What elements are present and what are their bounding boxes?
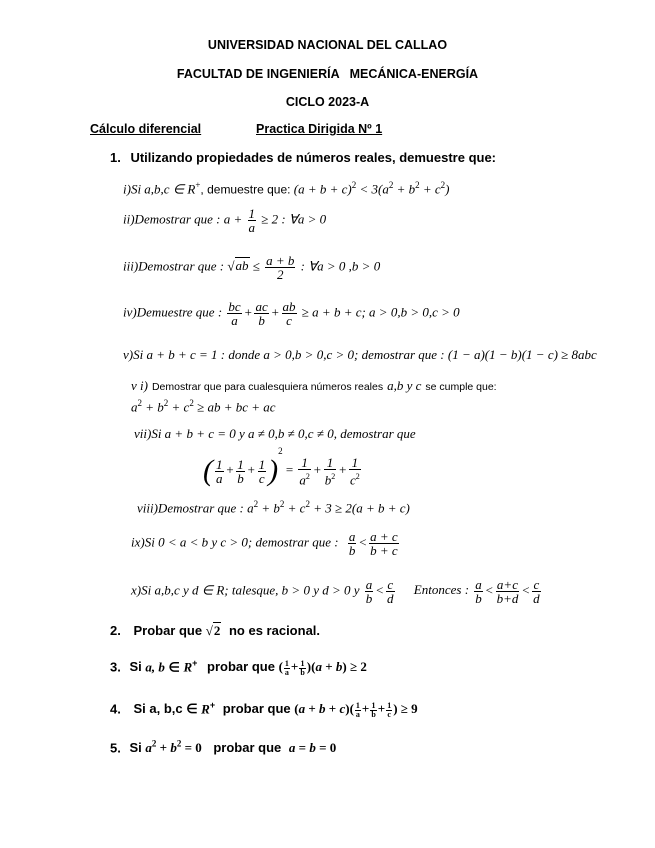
item-ix-text: ix)Si 0 < a < b y c > 0; demostrar que : bbox=[131, 534, 339, 550]
q1-item-vii: vii)Si a + b + c = 0 y a ≠ 0,b ≠ 0,c ≠ 0, demostrar que bbox=[134, 426, 416, 441]
item-viii-rhs: + 3 ≥ 2(a + b + c) bbox=[309, 500, 410, 516]
q1-heading bbox=[110, 150, 496, 165]
q2-text-a: Probar que bbox=[133, 623, 203, 638]
item-iii-radicand: ab bbox=[235, 258, 249, 274]
item-viii-text: viii)Demostrar que : a bbox=[137, 500, 254, 516]
q4-text-b: probar que bbox=[222, 701, 291, 717]
item-x-then: Entonces : bbox=[413, 582, 470, 598]
item-vi-vars: a,b y c bbox=[387, 378, 422, 393]
item-i-lhs: (a + b + c) bbox=[293, 181, 352, 197]
item-i-connector: , demuestre que: bbox=[200, 182, 291, 197]
q1-number: 1. bbox=[110, 150, 121, 165]
q3-number: 3. bbox=[110, 659, 121, 675]
q1-item-x: x)Si a,b,c y d ∈ R; talesque, b > 0 y d > 0 y $\frac{a}{b}$ < $\frac{c}{d}$ Entonces : $\frac{a}{b}$ < $\frac{a+c}{b+d}$ < $\frac{c}{d}$ bbox=[131, 577, 540, 606]
item-iv-text: iv)Demuestre que : bbox=[123, 304, 223, 320]
q5-text-a: Si bbox=[129, 740, 142, 756]
q1-title: Utilizando propiedades de números reales, demuestre que: bbox=[130, 150, 497, 165]
item-iv-cond: ≥ a + b + c; a > 0,b > 0,c > 0 bbox=[301, 304, 460, 320]
item-iii-text: iii)Demostrar que : bbox=[123, 258, 225, 274]
cycle-title: CICLO 2023-A bbox=[285, 95, 370, 109]
course-name: Cálculo diferencial bbox=[90, 122, 202, 136]
q1-item-v: v)Si a + b + c = 1 : donde a > 0,b > 0,c > 0; demostrar que : (1 − a)(1 − b)(1 − c) ≥ 8abc bbox=[123, 347, 597, 362]
item-vi-text: Demostrar que para cualesquiera números reales bbox=[151, 381, 384, 393]
q3-text-b: probar que bbox=[207, 659, 275, 675]
q4: 4. Si a, b,c ∈ R+ probar que (a + b + c)( $\frac{1}{a}$ + $\frac{1}{b}$ + $\frac{1}{c}$ ) ≥ 9 bbox=[110, 700, 418, 719]
practice-title: Practica Dirigida Nº 1 bbox=[256, 122, 383, 136]
q2-number: 2. bbox=[110, 623, 121, 638]
q1-item-iii: iii)Demostrar que : √ab ≤ $\frac{a + b}{2}$ : ∀a > 0 ,b > 0 bbox=[123, 253, 381, 282]
item-ii-cond: ≥ 2 : ∀a > 0 bbox=[261, 211, 327, 227]
q3: 3. Si a, b ∈ R+ probar que ( $\frac{1}{a}$ + $\frac{1}{b}$ )(a + b) ≥ 2 bbox=[110, 658, 367, 677]
q5-number: 5. bbox=[110, 740, 121, 756]
q1-item-ii: ii)Demostrar que : a + $\frac{1}{a}$ ≥ 2 : ∀a > 0 bbox=[123, 206, 327, 235]
item-iii-leq: ≤ bbox=[252, 258, 260, 274]
q1-item-i: i)Si a,b,c ∈ R+, demuestre que: $(a + b + c)^2 < 3(a^2 + b^2 + c^2)$ bbox=[123, 180, 450, 197]
item-i-premise: i)Si a,b,c ∈ R bbox=[123, 181, 196, 197]
item-i-rhs-a: < 3(a bbox=[356, 181, 389, 197]
q5: 5. Si $a^2 + b^2 = 0$ probar que a = b = 0 bbox=[110, 739, 337, 756]
q1-item-vii-formula: ( $\frac{1}{a}$ + $\frac{1}{b}$ + $\frac{1}{c}$ )$^2$ = $\frac{1}{a^2}$ + $\frac{1}{b^2}$ + $\frac{1}{c^2}$ bbox=[203, 446, 360, 488]
q1-item-vi bbox=[131, 377, 497, 395]
university-title: UNIVERSIDAD NACIONAL DEL CALLAO bbox=[207, 38, 448, 52]
item-vi-rhs: ≥ ab + bc + ac bbox=[197, 399, 276, 415]
q3-text-a: Si bbox=[129, 659, 142, 675]
q5-text-b: probar que bbox=[213, 740, 282, 756]
item-vi-label: v i) bbox=[131, 378, 148, 393]
item-vi-text2: se cumple que: bbox=[425, 381, 497, 393]
q2: 2. Probar que √2 no es racional. bbox=[110, 623, 321, 638]
q1-item-ix: ix)Si 0 < a < b y c > 0; demostrar que : $\frac{a}{b}$ < $\frac{a + c}{b + c}$ bbox=[131, 529, 398, 558]
item-i-rhs-b: + b bbox=[393, 181, 416, 197]
faculty-title: FACULTAD DE INGENIERÍA MECÁNICA-ENERGÍA bbox=[176, 67, 479, 81]
q4-text-a: Si a, b,c ∈ bbox=[133, 701, 198, 717]
item-ii-text: ii)Demostrar que : a + bbox=[123, 211, 243, 227]
q1-item-iv: iv)Demuestre que : $\frac{bc}{a}$ + $\frac{ac}{b}$ + $\frac{ab}{c}$ ≥ a + b + c; a > 0,b > 0,c > 0 bbox=[123, 299, 460, 328]
q4-number: 4. bbox=[110, 701, 121, 717]
q2-text-b: no es racional. bbox=[228, 623, 321, 638]
q1-item-vi-formula: $a^2 + b^2 + c^2$ ≥ ab + bc + ac bbox=[131, 398, 276, 415]
item-iii-cond: : ∀a > 0 ,b > 0 bbox=[300, 258, 381, 274]
q1-item-viii: viii)Demostrar que : $a^2 + b^2 + c^2 + 3 \ge 2(a + b + c)$ bbox=[137, 499, 410, 516]
item-i-rhs-c: + c bbox=[419, 181, 441, 197]
item-x-text: x)Si a,b,c y d ∈ R; talesque, b > 0 y d > 0 y bbox=[131, 582, 360, 598]
